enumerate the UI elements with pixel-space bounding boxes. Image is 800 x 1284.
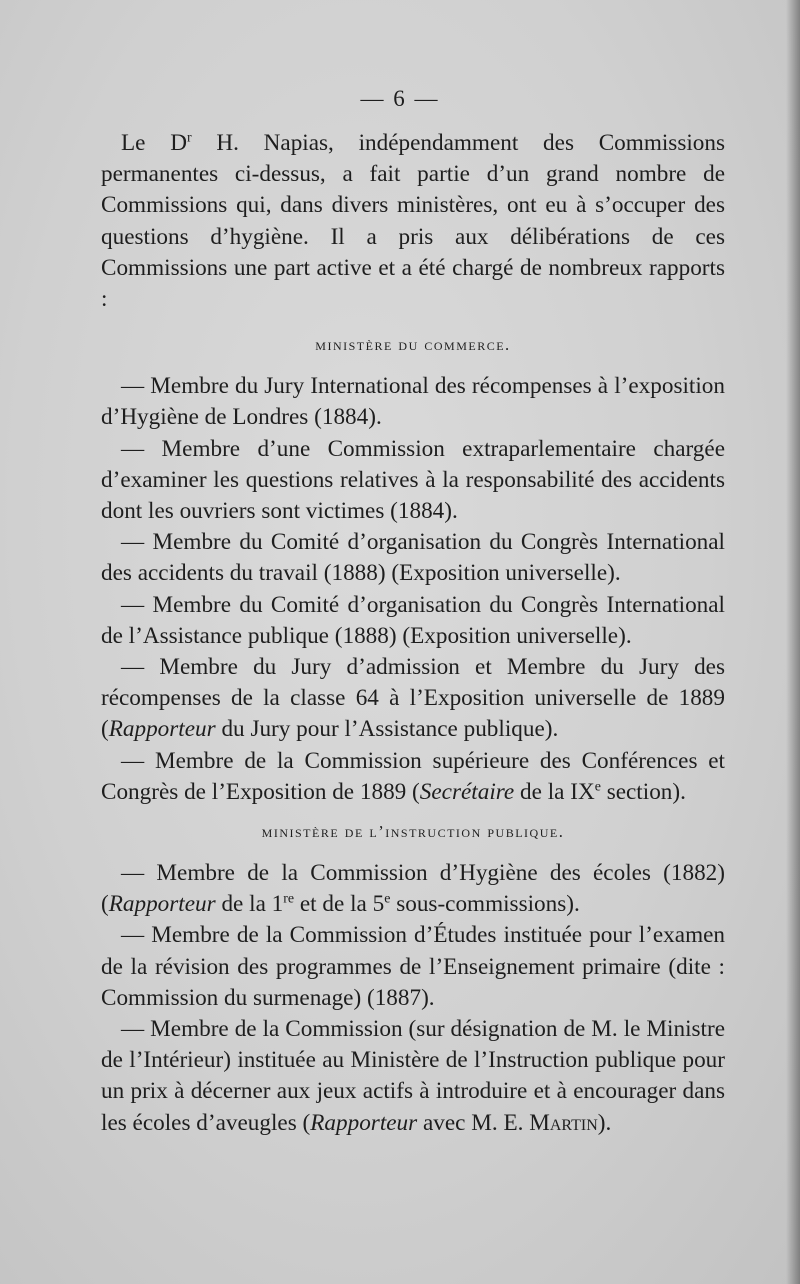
item-text: avec M. E.: [417, 1109, 530, 1136]
list-item: [101, 652, 725, 746]
item-italic: Rapporteur: [310, 1109, 418, 1136]
section-heading-commerce: ministère du commerce.: [315, 335, 511, 355]
list-item: — Membre du Jury International des récompenses à l’exposition d’Hygiène de Londres (1884).: [101, 373, 725, 431]
item-superscript: e: [384, 891, 391, 907]
list-item: — Membre de la Commission d’Études instituée pour l’examen de la révision des programmes de l’Enseignement primaire (dite : Commission du surmenage) (1887).: [101, 922, 725, 1011]
item-superscript: e: [594, 779, 601, 795]
item-text: ).: [597, 1109, 612, 1136]
body-text: [101, 128, 725, 1139]
item-text: de la IX: [514, 778, 595, 805]
intro-superscript: r: [186, 130, 192, 146]
section-heading-instruction: ministère de l’instruction publique.: [261, 822, 565, 842]
list-item: [101, 746, 725, 808]
item-italic: Rapporteur: [108, 891, 216, 918]
item-text: — Membre du Jury d’admission et Membre du Jury des récompenses de la classe 64 à l’Exposition universelle de 1889 (: [101, 654, 725, 743]
item-text: du Jury pour l’Assistance publique).: [215, 716, 559, 743]
item-superscript: re: [283, 891, 295, 907]
item-text: de la 1: [215, 891, 284, 918]
item-text: — Membre de la Commission supérieure des Conférences et Congrès de l’Exposition de 1889 (: [101, 747, 725, 805]
list-item: [101, 858, 725, 920]
item-text: — Membre de la Commission (sur désignation de M. le Ministre de l’Intérieur) instituée au Ministère de l’Instruction publique pour un prix à décerner aux jeux actifs à introduire et à encourager dans les écoles d’aveugles (: [101, 1016, 725, 1136]
list-item: — Membre du Comité d’organisation du Congrès International des accidents du travail (1888) (Exposition universelle).: [101, 529, 725, 587]
page-number: — 6 —: [360, 86, 440, 111]
item-text: sous-commissions).: [390, 891, 580, 918]
item-small-caps: Martin: [529, 1109, 598, 1136]
item-italic: Secrétaire: [419, 778, 515, 805]
item-text: section).: [600, 778, 686, 805]
item-text: et de la 5: [294, 891, 385, 918]
item-text: — Membre de la Commission d’Hygiène des écoles (1882) (: [101, 860, 725, 918]
intro-paragraph: [101, 128, 725, 315]
intro-text-start: Le D: [121, 130, 187, 156]
list-item: — Membre du Comité d’organisation du Congrès International de l’Assistance publique (1888) (Exposition universelle).: [101, 591, 725, 649]
list-item: [101, 1014, 725, 1139]
item-italic: Rapporteur: [108, 716, 216, 743]
intro-text-rest: H. Napias, indépendamment des Commissions permanentes ci-dessus, a fait partie d’un grand nombre de Commissions qui, dans divers ministères, ont eu à s’occuper des questions d’hygiène. Il a pris aux délibérations de ces Commissions une part active et a été chargé de nombreux rapports :: [101, 130, 725, 313]
list-item: — Membre d’une Commission extraparlementaire chargée d’examiner les questions relatives à la responsabilité des accidents dont les ouvriers sont victimes (1884).: [101, 435, 725, 525]
